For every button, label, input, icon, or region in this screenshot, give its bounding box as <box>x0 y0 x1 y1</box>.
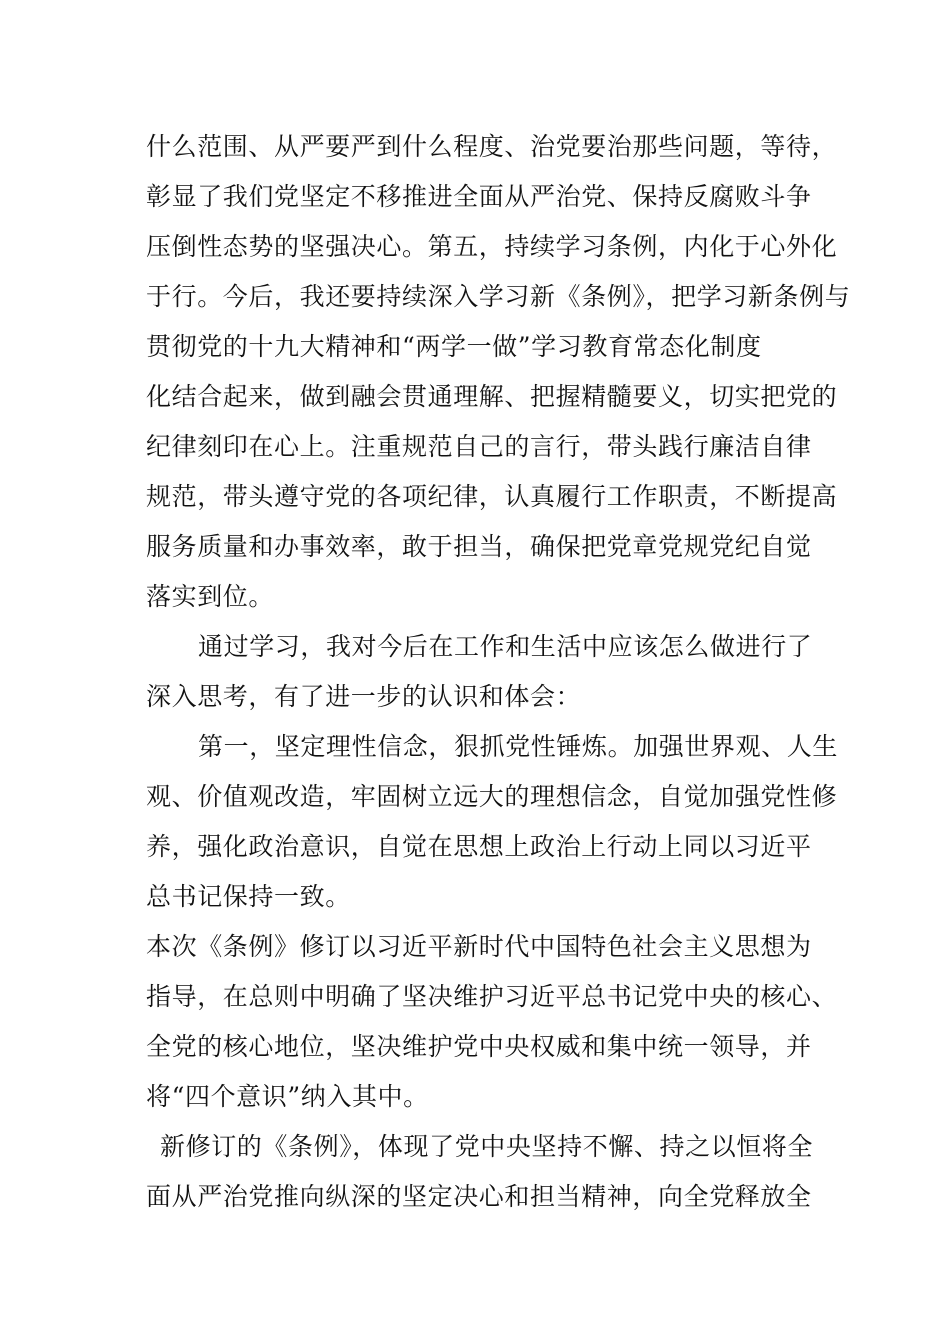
text-line: 于行。今后，我还要持续深入学习新《条例》，把学习新条例与 <box>146 282 851 311</box>
text-line: 化结合起来，做到融会贯通理解、把握精髓要义，切实把党的 <box>146 382 838 411</box>
text-line: 将“四个意识”纳入其中。 <box>146 1082 429 1111</box>
text-line: 指导，在总则中明确了坚决维护习近平总书记党中央的核心、 <box>146 982 838 1011</box>
text-line: 压倒性态势的坚强决心。第五，持续学习条例，内化于心外化 <box>146 232 838 261</box>
text-line: 面从严治党推向纵深的坚定决心和担当精神，向全党释放全 <box>146 1182 812 1211</box>
text-line: 本次《条例》修订以习近平新时代中国特色社会主义思想为 <box>146 932 812 961</box>
paragraph-first-line: 新修订的《条例》，体现了党中央坚持不懈、持之以恒将全 <box>160 1132 814 1161</box>
text-line: 落实到位。 <box>146 582 275 611</box>
paragraph-first-line: 通过学习，我对今后在工作和生活中应该怎么做进行了 <box>198 632 813 661</box>
text-line: 养，强化政治意识，自觉在思想上政治上行动上同以习近平 <box>146 832 812 861</box>
text-line: 总书记保持一致。 <box>146 882 351 911</box>
text-line: 什么范围、从严要严到什么程度、治党要治那些问题，等待， <box>146 132 838 161</box>
text-line: 深入思考，有了进一步的认识和体会： <box>146 682 582 711</box>
text-line: 规范，带头遵守党的各项纪律，认真履行工作职责，不断提高 <box>146 482 838 511</box>
paragraph-first-line: 第一，坚定理性信念，狠抓党性锤炼。加强世界观、人生 <box>198 732 839 761</box>
text-line: 观、价值观改造，牢固树立远大的理想信念，自觉加强党性修 <box>146 782 838 811</box>
text-line: 纪律刻印在心上。注重规范自己的言行，带头践行廉洁自律 <box>146 432 812 461</box>
text-line: 全党的核心地位，坚决维护党中央权威和集中统一领导，并 <box>146 1032 812 1061</box>
text-line: 贯彻党的十九大精神和“两学一做”学习教育常态化制度 <box>146 332 762 361</box>
text-line: 服务质量和办事效率，敢于担当，确保把党章党规党纪自觉 <box>146 532 812 561</box>
text-line: 彰显了我们党坚定不移推进全面从严治党、保持反腐败斗争 <box>146 182 812 211</box>
